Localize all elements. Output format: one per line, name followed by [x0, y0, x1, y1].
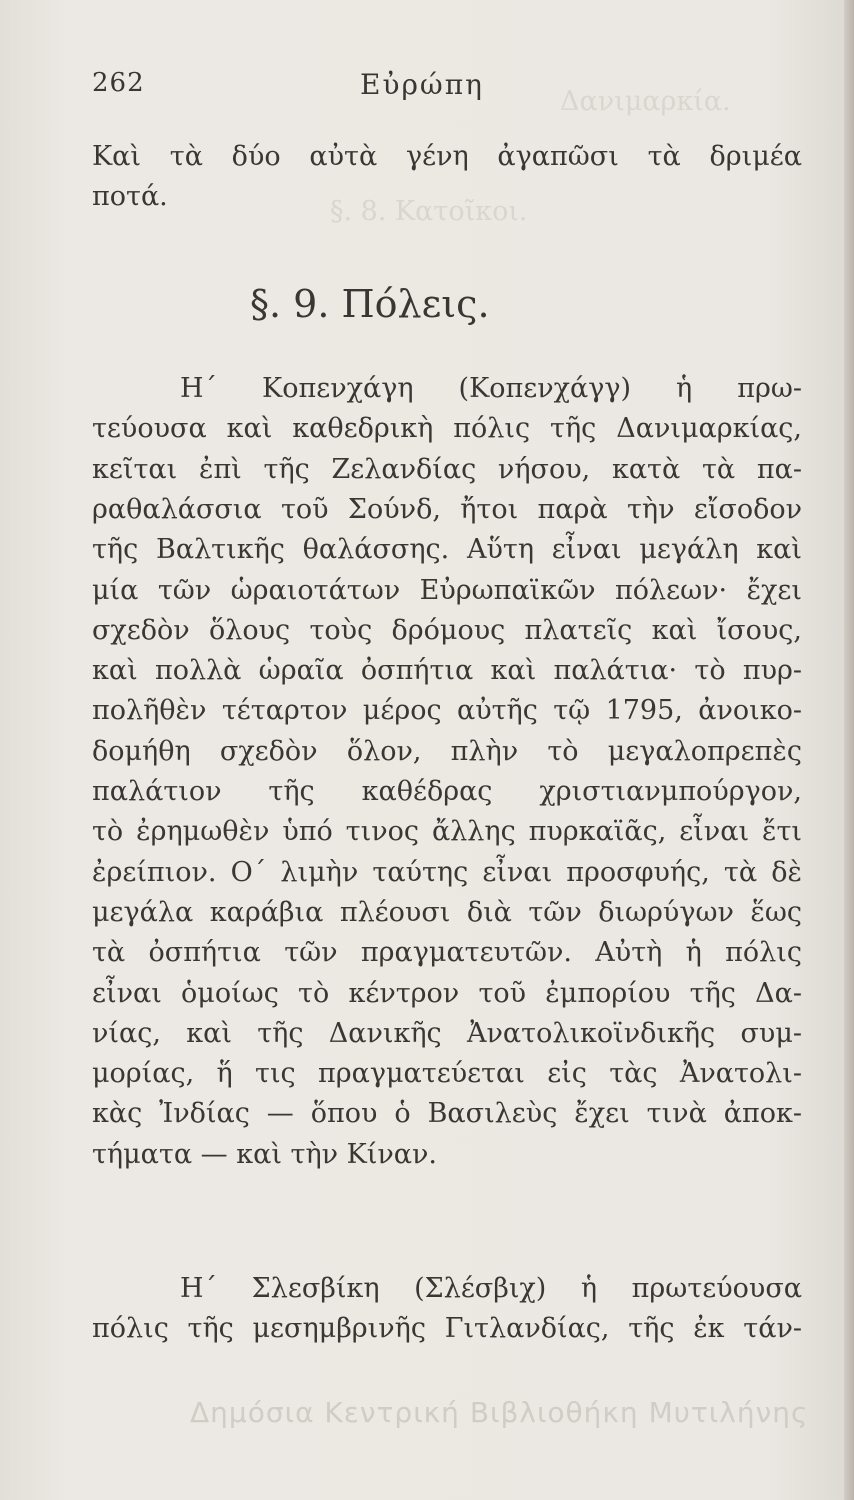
- text-line: παλάτιον τῆς καθέδρας χριστιανμπούργον,: [92, 776, 802, 807]
- text-line: τῆς Βαλτικῆς θαλάσσης. Αὕτη εἶναι μεγάλη καὶ: [92, 534, 802, 566]
- text-line: εἶναι ὁμοίως τὸ κέντρον τοῦ ἐμπορίου τῆς Δα-: [92, 977, 802, 1009]
- text-line: τὸ ἐρημωθὲν ὑπό τινος ἄλλης πυρκαϊᾶς, εἶναι ἔτι: [92, 816, 802, 848]
- text-line: τεύουσα καὶ καθεδρικὴ πόλις τῆς Δανιμαρκίας,: [92, 413, 802, 445]
- text-line: ποτά.: [92, 181, 168, 212]
- text-line: σχεδὸν ὅλους τοὺς δρόμους πλατεῖς καὶ ἴσους,: [92, 614, 802, 646]
- text-line: Η΄ Κοπενχάγη (Κοπενχάγγ) ἡ πρω-: [180, 373, 802, 404]
- page-header: [92, 68, 792, 108]
- text-line: δομήθη σχεδὸν ὅλον, πλὴν τὸ μεγαλοπρεπὲς: [92, 735, 802, 767]
- text-line: μορίας, ἥ τις πραγματεύεται εἰς τὰς Ἀνατολι-: [92, 1058, 802, 1090]
- text-line: ἐρείπιον. Ο΄ λιμὴν ταύτης εἶναι προσφυής, τὰ δὲ: [92, 856, 802, 888]
- text-line: μία τῶν ὡραιοτάτων Εὐρωπαϊκῶν πόλεων· ἔχει: [92, 574, 802, 606]
- text-line: τήματα — καὶ τὴν Κίναν.: [92, 1138, 438, 1170]
- text-line: ραθαλάσσια τοῦ Σούνδ, ἤτοι παρὰ τὴν εἴσοδον: [92, 493, 802, 525]
- text-line: πόλις τῆς μεσημβρινῆς Γιτλανδίας, τῆς ἐκ τάν-: [92, 1313, 802, 1344]
- text-line: κὰς Ἰνδίας — ὅπου ὁ Βασιλεὺς ἔχει τινὰ ἀποκ-: [92, 1098, 802, 1130]
- text-line: καὶ πολλὰ ὡραῖα ὀσπήτια καὶ παλάτια· τὸ πυρ-: [92, 655, 802, 687]
- text-line: Η΄ Σλεσβίκη (Σλέσβιχ) ἡ πρωτεύουσα: [180, 1273, 802, 1304]
- bleed-through-text: Δανιμαρκία.: [560, 86, 731, 117]
- running-head: Εὐρώπη: [360, 68, 484, 101]
- page-number: 262: [92, 68, 145, 98]
- text-line: πολῆθὲν τέταρτον μέρος αὐτῆς τῷ 1795, ἀνοικο-: [92, 695, 802, 727]
- text-line: Καὶ τὰ δύο αὐτὰ γένη ἀγαπῶσι τὰ δριμέα: [92, 141, 802, 172]
- text-line: τὰ ὀσπήτια τῶν πραγματευτῶν. Αὐτὴ ἡ πόλις: [92, 937, 802, 969]
- page-edge: [844, 0, 854, 1500]
- text-line: νίας, καὶ τῆς Δανικῆς Ἀνατολικοϊνδικῆς συμ-: [92, 1017, 802, 1049]
- bleed-through-heading: §. 8. Κατοῖκοι.: [330, 196, 528, 227]
- library-watermark: Δημόσια Κεντρική Βιβλιοθήκη Μυτιλήνης: [190, 1396, 809, 1429]
- text-line: μεγάλα καράβια πλέουσι διὰ τῶν διωρύγων ἕως: [92, 896, 802, 928]
- section-heading: §. 9. Πόλεις.: [250, 282, 490, 326]
- text-line: κεῖται ἐπὶ τῆς Ζελανδίας νήσου, κατὰ τὰ πα-: [92, 453, 802, 485]
